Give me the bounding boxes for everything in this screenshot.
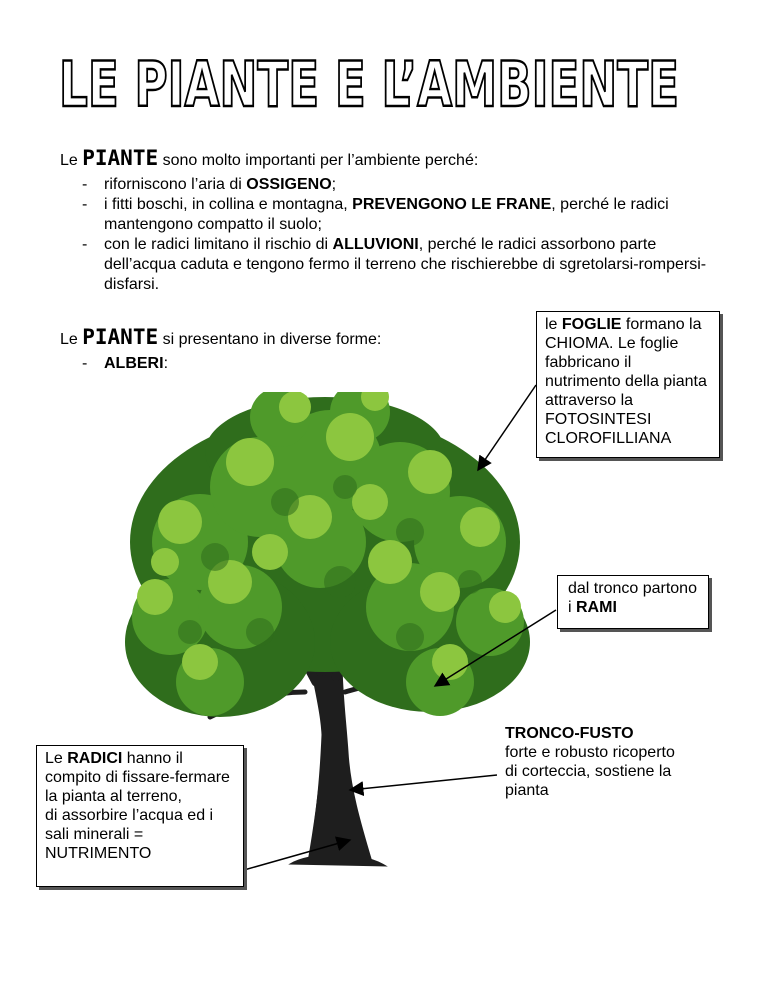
tree-foliage bbox=[125, 392, 530, 717]
label-box-rami: dal tronco partono i RAMI bbox=[557, 575, 709, 629]
list-item: - i fitti boschi, in collina e montagna, PREVENGONO LE FRANE, perché le radici mantengono compatto il suolo; bbox=[82, 196, 669, 233]
list-item: - riforniscono l’aria di OSSIGENO; bbox=[82, 176, 337, 193]
intro-section bbox=[60, 148, 720, 295]
forms-section bbox=[60, 327, 480, 374]
label-box-tronco: TRONCO-FUSTO forte e robusto ricoperto di corteccia, sostiene la pianta bbox=[497, 722, 693, 810]
page-title bbox=[0, 48, 768, 118]
reasons-list bbox=[60, 175, 720, 295]
forms-list bbox=[60, 354, 480, 374]
tree-trunk-lower bbox=[308, 722, 372, 862]
label-box-radici: Le RADICI hanno il compito di fissare-fermare la pianta al terreno, di assorbire l’acqua ed i sali minerali = NUTRIMENTO bbox=[36, 745, 244, 887]
list-item: - con le radici limitano il rischio di ALLUVIONI, perché le radici assorbono parte dell’acqua caduta e tengono fermo il terreno che rischierebbe di sgretolarsi-rompersi-disfarsi. bbox=[82, 236, 707, 293]
title-text: LE PIANTE E L’AMBIENTE bbox=[59, 48, 679, 118]
label-box-foglie: le FOGLIE formano la CHIOMA. Le foglie fabbricano il nutrimento della pianta attraverso la FOTOSINTESI CLOROFILLIANA bbox=[536, 311, 720, 458]
keyword-piante: PIANTE bbox=[82, 146, 159, 170]
list-item: - ALBERI: bbox=[82, 355, 169, 372]
forms-sentence: Le PIANTE si presentano in diverse forme: bbox=[60, 325, 382, 349]
keyword-piante: PIANTE bbox=[82, 325, 159, 349]
intro-sentence: Le PIANTE sono molto importanti per l’ambiente perché: bbox=[60, 146, 479, 170]
